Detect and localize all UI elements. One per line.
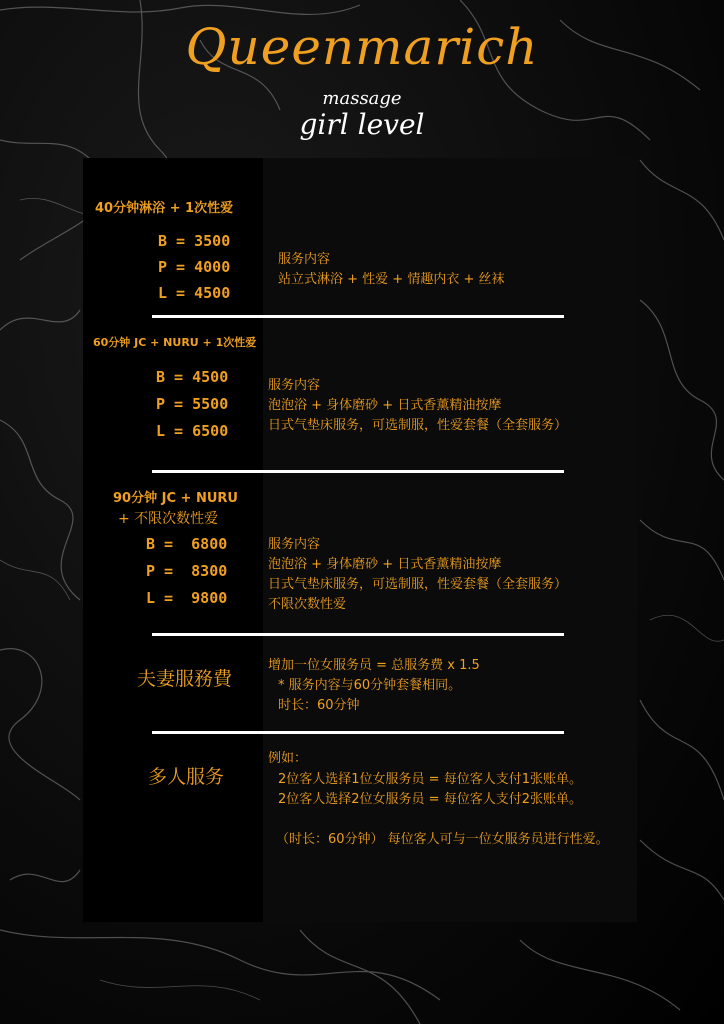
multi-desc-line-1: 2位客人选择1位女服务员 = 每位客人支付1张账单。: [278, 772, 582, 787]
package-1-price-b: B = 3500: [158, 232, 231, 250]
package-1-title: 40分钟淋浴 + 1次性爱: [95, 201, 234, 216]
divider-4: [152, 731, 564, 734]
package-3-price-p: P = 8300: [146, 562, 228, 580]
package-3-desc-line-2: 日式气垫床服务，可选制服，性爱套餐（全套服务）: [268, 577, 568, 592]
brand-subtitle-girl-level: girl level: [299, 108, 425, 141]
package-3-desc-heading: 服务内容: [268, 537, 321, 552]
package-3-desc-line-1: 泡泡浴 + 身体磨砂 + 日式香薰精油按摩: [268, 557, 502, 572]
package-1-price-l: L = 4500: [158, 284, 231, 302]
package-2-price-b: B = 4500: [156, 368, 229, 386]
package-2-desc-heading: 服务内容: [268, 378, 321, 393]
couple-desc-line-3: 时长：60分钟: [278, 698, 360, 713]
divider-2: [152, 470, 564, 473]
package-2-title: 60分钟 JC + NURU + 1次性爱: [93, 336, 257, 349]
package-3-desc-line-3: 不限次数性爱: [268, 597, 347, 612]
package-3-title-line-1: 90分钟 JC + NURU: [113, 491, 238, 506]
package-3-price-b: B = 6800: [146, 535, 228, 553]
package-2-price-l: L = 6500: [156, 422, 229, 440]
brand-title: Queenmarich: [185, 18, 539, 76]
couple-desc-line-1: 增加一位女服务员 = 总服务费 x 1.5: [268, 658, 480, 673]
package-2-desc-line-2: 日式气垫床服务，可选制服，性爱套餐（全套服务）: [268, 418, 568, 433]
divider-3: [152, 633, 564, 636]
package-3-price-l: L = 9800: [146, 589, 228, 607]
multi-desc-line-2: 2位客人选择2位女服务员 = 每位客人支付2张账单。: [278, 792, 582, 807]
couple-desc-line-2: * 服务内容与60分钟套餐相同。: [278, 678, 462, 693]
multi-desc-duration-note: （时长：60分钟） 每位客人可与一位女服务员进行性爱。: [276, 832, 609, 847]
package-1-desc-line: 站立式淋浴 + 性爱 + 情趣内衣 + 丝袜: [278, 272, 505, 287]
multi-service-label: 多人服务: [148, 766, 225, 788]
brand-subtitle-massage: massage: [322, 88, 402, 109]
multi-desc-example: 例如：: [268, 751, 308, 766]
package-2-price-p: P = 5500: [156, 395, 229, 413]
package-1-desc-heading: 服务内容: [278, 252, 331, 267]
couple-service-label: 夫妻服務費: [137, 668, 233, 690]
package-2-desc-line-1: 泡泡浴 + 身体磨砂 + 日式香薰精油按摩: [268, 398, 502, 413]
divider-1: [152, 315, 564, 318]
package-1-price-p: P = 4000: [158, 258, 231, 276]
package-3-title-line-2: + 不限次数性爱: [118, 511, 219, 527]
